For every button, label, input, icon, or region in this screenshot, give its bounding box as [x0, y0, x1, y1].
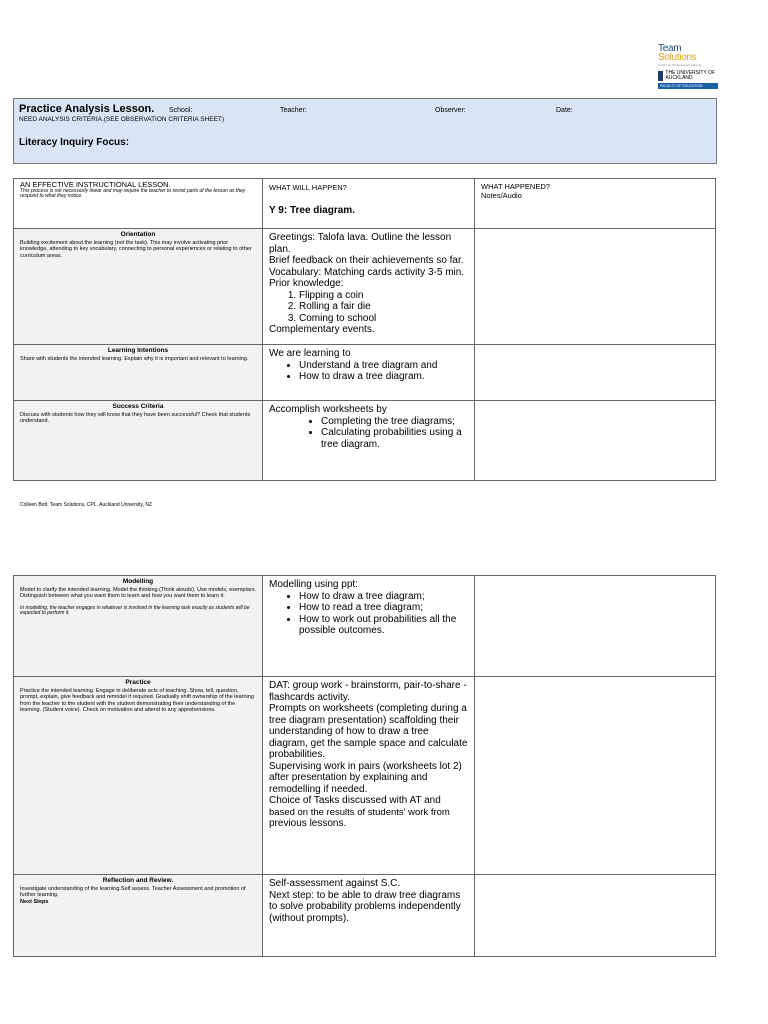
intentions-plan [263, 345, 475, 401]
modelling-criteria [14, 576, 263, 677]
success-row [14, 401, 716, 481]
col2-sub: Y 9: Tree diagram. [269, 204, 355, 216]
school-label: School: [169, 107, 193, 114]
orientation-row [14, 229, 716, 345]
modelling-intro: Modelling using ppt: [269, 579, 358, 590]
next-steps-label: Next Steps [20, 898, 49, 905]
date-label: Date: [556, 107, 573, 114]
lesson-header-box [13, 98, 717, 164]
success-list [269, 416, 468, 451]
col2-title: WHAT WILL HAPPEN? [269, 183, 347, 192]
list-item: 3. Coming to school [299, 313, 468, 325]
list-item: 2. Rolling a fair die [299, 301, 468, 313]
list-item: 1. Flipping a coin [299, 290, 468, 302]
reflection-text: Self-assessment against S.C. [269, 878, 401, 889]
intentions-list [269, 360, 468, 383]
orientation-desc: Building excitement about the learning (not the task). This may involve activating prior knowledge, attending to key vocabulary, connecting to personal experiences or relating to other curriculum areas. [20, 239, 252, 259]
orientation-title: Orientation [120, 231, 156, 238]
university-crest-icon [658, 71, 663, 81]
modelling-desc: Model to clarify the intended learning. Model the thinking.(Think alouds). Use models, exemplars. Distinguish between what you want them to learn and how you want them to learn it. [20, 586, 257, 599]
col1-note: This process is not necessarily linear and may require the teacher to revisit parts of the lesson as they respond to what they notice. [20, 187, 246, 199]
col3-title: WHAT HAPPENED? [481, 182, 550, 191]
list-item: • How to draw a tree diagram; [299, 591, 468, 603]
orientation-line: Vocabulary: Matching cards activity 3-5 min. [269, 266, 465, 278]
reflection-title: Reflection and Review. [102, 877, 174, 884]
success-title: Success Criteria [112, 403, 164, 410]
practice-text: Prompts on worksheets (completing during a tree diagram presentation) scaffolding their understanding of how to draw a tree diagram, get the sample space and calculate probabilities. [269, 703, 468, 760]
university-name: THE UNIVERSITY OF AUCKLAND [665, 70, 716, 81]
list-item: • How to draw a tree diagram. [299, 371, 468, 383]
modelling-notes [475, 576, 716, 677]
table-header-row [14, 179, 716, 229]
faculty-bar: FACULTY OF EDUCATION [658, 83, 718, 89]
intentions-title: Learning Intentions [107, 347, 169, 354]
reflection-criteria [14, 875, 263, 957]
observer-label: Observer: [435, 107, 466, 114]
intentions-row [14, 345, 716, 401]
list-item: • Completing the tree diagrams; [321, 416, 468, 428]
list-item: • Calculating probabilities using a tree diagram. [321, 427, 468, 450]
footer-credit: Colleen Bott. Team Solutions, CPL, Auckland University, NZ [20, 502, 153, 508]
col1-title: AN EFFECTIVE INSTRUCTIONAL LESSON. [20, 180, 171, 189]
orientation-line: Brief feedback on their achievements so far. [269, 255, 464, 266]
practice-notes [475, 677, 716, 875]
reflection-desc: Investigate understanding of the learning.Self assess. Teacher Assessment and promotion of further learning. [20, 885, 246, 898]
practice-row [14, 677, 716, 875]
practice-plan [263, 677, 475, 875]
practice-text: Choice of Tasks discussed with AT and [269, 795, 441, 806]
header-col2 [263, 179, 475, 229]
intentions-intro: We are learning to [269, 348, 351, 359]
success-plan [263, 401, 475, 481]
modelling-note: In modelling, the teacher engages in whatever is involved in the learning task exactly as students will be expected to perform it. [20, 604, 250, 616]
reflection-notes [475, 875, 716, 957]
success-notes [475, 401, 716, 481]
modelling-title: Modelling [122, 578, 154, 585]
orientation-criteria [14, 229, 263, 345]
practice-title: Practice [125, 679, 151, 686]
modelling-row [14, 576, 716, 677]
lesson-table-2 [13, 575, 716, 957]
orientation-line: Prior knowledge: [269, 278, 344, 289]
success-intro: Accomplish worksheets by [269, 404, 387, 415]
logo-team-text: Team [658, 43, 682, 54]
col3-sub: Notes/Audio [481, 191, 522, 200]
intentions-criteria [14, 345, 263, 401]
intentions-desc: Share with students the intended learning. Explain why it is important and relevant to learning. [20, 355, 249, 362]
header-col1 [14, 179, 263, 229]
header-subtitle: NEED ANALYSIS CRITERIA.(SEE OBSERVATION CRITERIA SHEET) [19, 116, 225, 123]
practice-text: previous lessons. [269, 818, 347, 829]
university-logo [658, 71, 718, 81]
literacy-focus-label: Literacy Inquiry Focus: [19, 137, 130, 148]
prior-knowledge-list [269, 290, 468, 325]
modelling-plan [263, 576, 475, 677]
orientation-line: Greetings: Talofa lava. Outline the lesson plan. [269, 232, 452, 255]
logo-tagline: Centre for Professional Learning [658, 63, 702, 67]
orientation-notes [475, 229, 716, 345]
list-item: • How to work out probabilities all the possible outcomes. [299, 614, 468, 637]
reflection-plan [263, 875, 475, 957]
list-item: • Understand a tree diagram and [299, 360, 468, 372]
reflection-row [14, 875, 716, 957]
orientation-after: Complementary events. [269, 324, 375, 335]
success-desc: Discuss with students how they will know that they have been successful? Check that students understand. [20, 411, 251, 424]
success-criteria [14, 401, 263, 481]
header-col3 [475, 179, 716, 229]
teacher-label: Teacher: [280, 107, 307, 114]
page-title: Practice Analysis Lesson. [19, 103, 155, 115]
logo-solutions-text: Solutions [658, 52, 697, 63]
practice-text: based on the results of students' work from [269, 806, 450, 818]
practice-text: Supervising work in pairs (worksheets lot 2) after presentation by explaining and remodelling if needed. [269, 760, 462, 795]
lesson-table-1 [13, 178, 716, 481]
modelling-list [269, 591, 468, 637]
practice-text: DAT: group work - brainstorm, pair-to-share - flashcards activity. [269, 680, 467, 703]
list-item: • How to read a tree diagram; [299, 602, 468, 614]
intentions-notes [475, 345, 716, 401]
practice-desc: Practice the intended learning. Engage in deliberate acts of teaching. Show, tell, question, prompt, explain, give feedback and remodel if required. Gradually shift ownership of the learning from the teacher to the student with the student demonstrating their understanding of the learning. (Student voice). Check on motivation and attend to any apprehensions. [20, 687, 254, 713]
team-solutions-logo [658, 44, 718, 96]
orientation-plan [263, 229, 475, 345]
reflection-text: Next step: to be able to draw tree diagrams to solve probability problems independently (without prompts). [269, 889, 461, 924]
practice-criteria [14, 677, 263, 875]
